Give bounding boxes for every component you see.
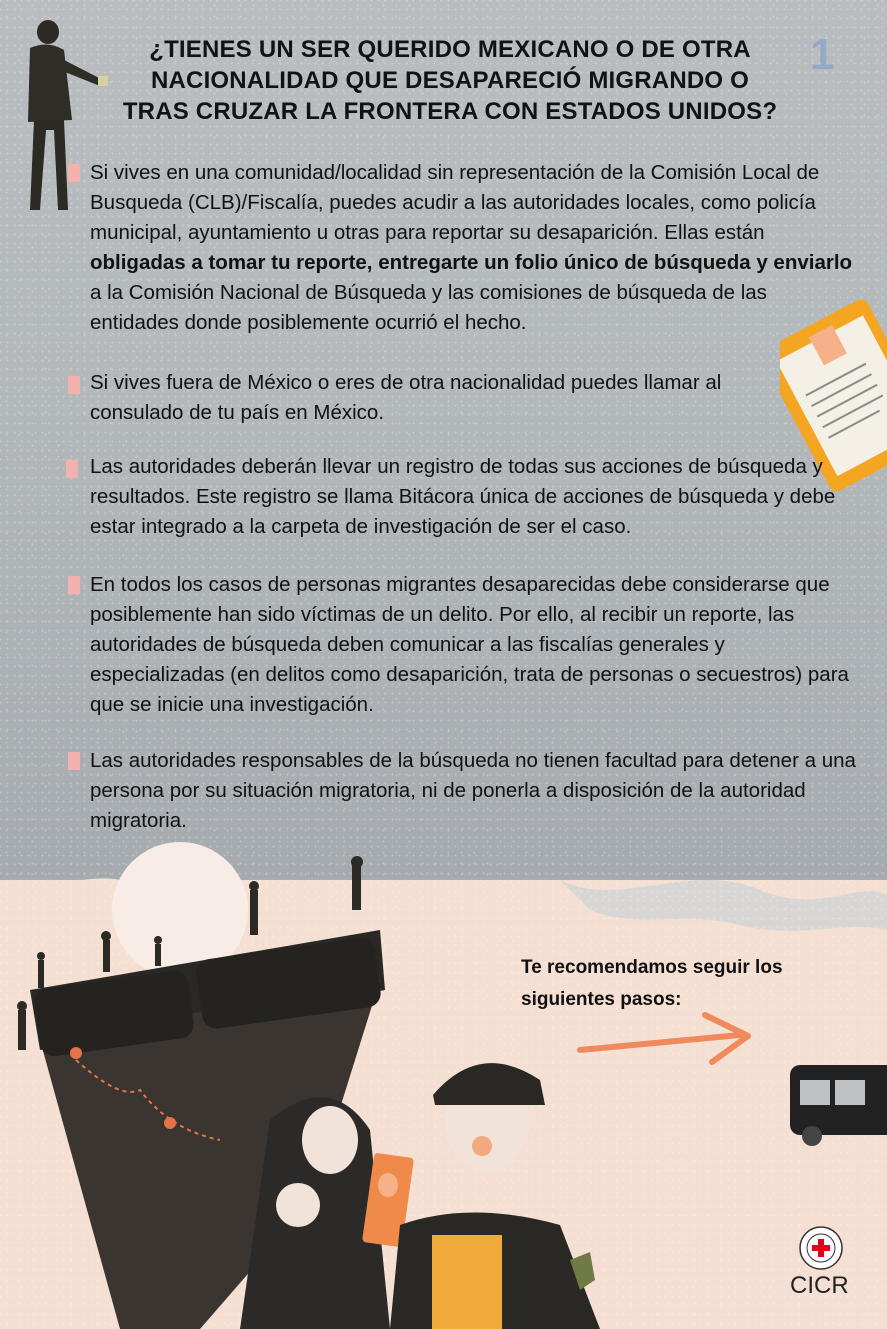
title-line-3: TRAS CRUZAR LA FRONTERA CON ESTADOS UNIDOS? (122, 98, 778, 125)
bullet-item-5 (90, 746, 860, 836)
recommendation-line-2: siguientes pasos: (521, 989, 682, 1010)
bullet-item-1 (90, 158, 855, 338)
bullet-marker (68, 752, 80, 770)
page-number: 1 (810, 30, 835, 79)
bullet-5-text: Las autoridades responsables de la búsqueda no tienen facultad para detener a una persona por su situación migratoria, ni de ponerla a disposición de la autoridad migratoria. (90, 749, 856, 832)
bullet-1-bold-text: obligadas a tomar tu reporte, entregarte un folio único de búsqueda y enviarlo (90, 251, 853, 274)
bullet-item-3 (90, 452, 855, 542)
bullet-3-text: Las autoridades deberán llevar un registro de todas sus acciones de búsqueda y resultados. Este registro se llama Bitácora única de acciones de búsqueda y debe estar integrado a la carpeta de investigación de ser el caso. (90, 455, 836, 538)
bullet-marker (68, 376, 80, 394)
bullet-item-2 (90, 368, 780, 428)
bullet-1-text-end: a la Comisión Nacional de Búsqueda y las comisiones de búsqueda de las entidades donde posiblemente ocurrió el hecho. (90, 281, 767, 334)
bullet-marker (68, 576, 80, 594)
bullet-marker (66, 460, 78, 478)
title-line-1: ¿TIENES UN SER QUERIDO MEXICANO O DE OTRA (149, 36, 751, 63)
border-crossing-illustration (0, 840, 887, 1329)
title-line-2: NACIONALIDAD QUE DESAPARECIÓ MIGRANDO O (150, 67, 750, 94)
recommendation-text (521, 952, 783, 1016)
bullet-item-4 (90, 570, 850, 720)
bullet-2-text: Si vives fuera de México o eres de otra nacionalidad puedes llamar al consulado de tu país en México. (90, 371, 722, 424)
page-title (110, 34, 790, 127)
bullet-1-text-start: Si vives en una comunidad/localidad sin representación de la Comisión Local de Busqueda (CLB)/Fiscalía, puedes acudir a las autoridades locales, como policía municipal, ayuntamiento u otras para reportar su desaparición. Ellas están (90, 161, 820, 244)
red-cross-emblem-icon (798, 1225, 844, 1271)
recommendation-line-1: Te recomendamos seguir los (521, 957, 783, 978)
bullet-4-text: En todos los casos de personas migrantes desaparecidas debe considerarse que posiblemente han sido víctimas de un delito. Por ello, al recibir un reporte, las autoridades de búsqueda deben comunicar a las fiscalías generales y especializadas (en delitos como desaparición, trata de personas o secuestros) para que se inicie una investigación. (90, 573, 849, 716)
bullet-marker (68, 164, 80, 182)
cicr-logo-text: CICR (790, 1272, 849, 1299)
